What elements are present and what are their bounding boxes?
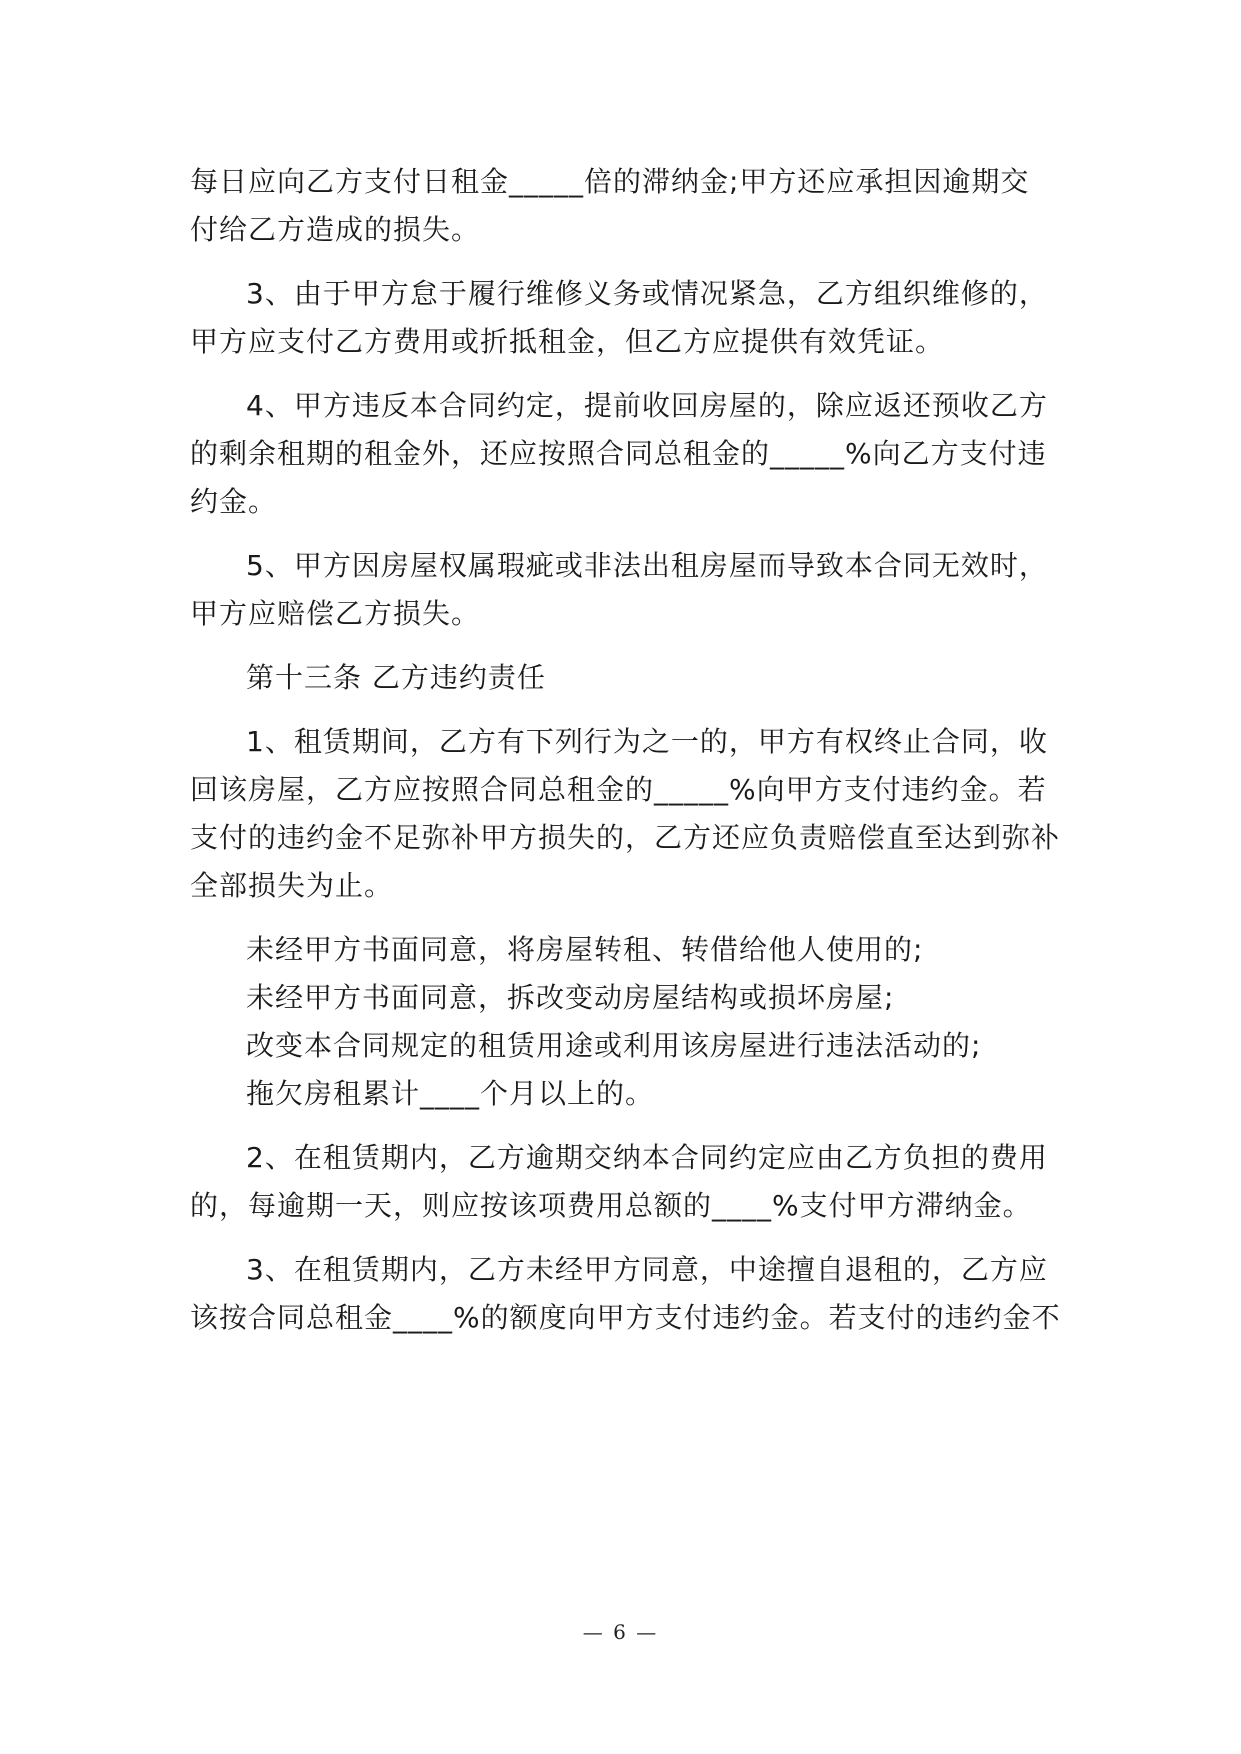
paragraph-gap — [190, 1118, 1060, 1134]
text-line: 2、在租赁期内，乙方逾期交纳本合同约定应由乙方负担的费用 — [246, 1141, 1048, 1174]
text-line: 改变本合同规定的租赁用途或利用该房屋进行违法活动的; — [246, 1029, 982, 1062]
paragraph-gap — [190, 702, 1060, 718]
text-line: 甲方应赔偿乙方损失。 — [190, 597, 481, 630]
text-line: 支付的违约金不足弥补甲方损失的，乙方还应负责赔偿直至达到弥补 — [190, 821, 1061, 854]
paragraph-gap — [190, 254, 1060, 270]
paragraph-gap — [190, 910, 1060, 926]
text-line: 未经甲方书面同意，拆改变动房屋结构或损坏房屋; — [246, 981, 895, 1014]
text-line: 4、甲方违反本合同约定，提前收回房屋的，除应返还预收乙方 — [246, 389, 1048, 422]
text-line: 5、甲方因房屋权属瑕疵或非法出租房屋而导致本合同无效时， — [246, 549, 1048, 582]
paragraph-gap — [190, 526, 1060, 542]
text-line: 全部损失为止。 — [190, 869, 394, 902]
text-line: 3、在租赁期内，乙方未经甲方同意，中途擅自退租的，乙方应 — [246, 1253, 1048, 1286]
text-line: 1、租赁期间，乙方有下列行为之一的，甲方有权终止合同，收 — [246, 725, 1048, 758]
text-line: 该按合同总租金____%的额度向甲方支付违约金。若支付的违约金不 — [190, 1301, 1061, 1334]
text-line: 拖欠房租累计____个月以上的。 — [246, 1077, 655, 1110]
text-line: 的剩余租期的租金外，还应按照合同总租金的_____%向乙方支付违 — [190, 437, 1047, 470]
paragraph-gap — [190, 366, 1060, 382]
text-line: 付给乙方造成的损失。 — [190, 213, 481, 246]
text-line: 回该房屋，乙方应按照合同总租金的_____%向甲方支付违约金。若 — [190, 773, 1047, 806]
text-line: 每日应向乙方支付日租金_____倍的滞纳金;甲方还应承担因逾期交 — [190, 165, 1030, 198]
contract-body — [190, 158, 1060, 1342]
paragraph-gap — [190, 638, 1060, 654]
text-line: 第十三条 乙方违约责任 — [246, 661, 546, 694]
text-line: 甲方应支付乙方费用或折抵租金，但乙方应提供有效凭证。 — [190, 325, 945, 358]
page-number: — 6 — — [582, 1620, 659, 1644]
paragraph-gap — [190, 1230, 1060, 1246]
text-line: 的，每逾期一天，则应按该项费用总额的____%支付甲方滞纳金。 — [190, 1189, 1032, 1222]
text-line: 约金。 — [190, 485, 278, 518]
text-line: 3、由于甲方怠于履行维修义务或情况紧急，乙方组织维修的， — [246, 277, 1048, 310]
text-line: 未经甲方书面同意，将房屋转租、转借给他人使用的; — [246, 933, 924, 966]
